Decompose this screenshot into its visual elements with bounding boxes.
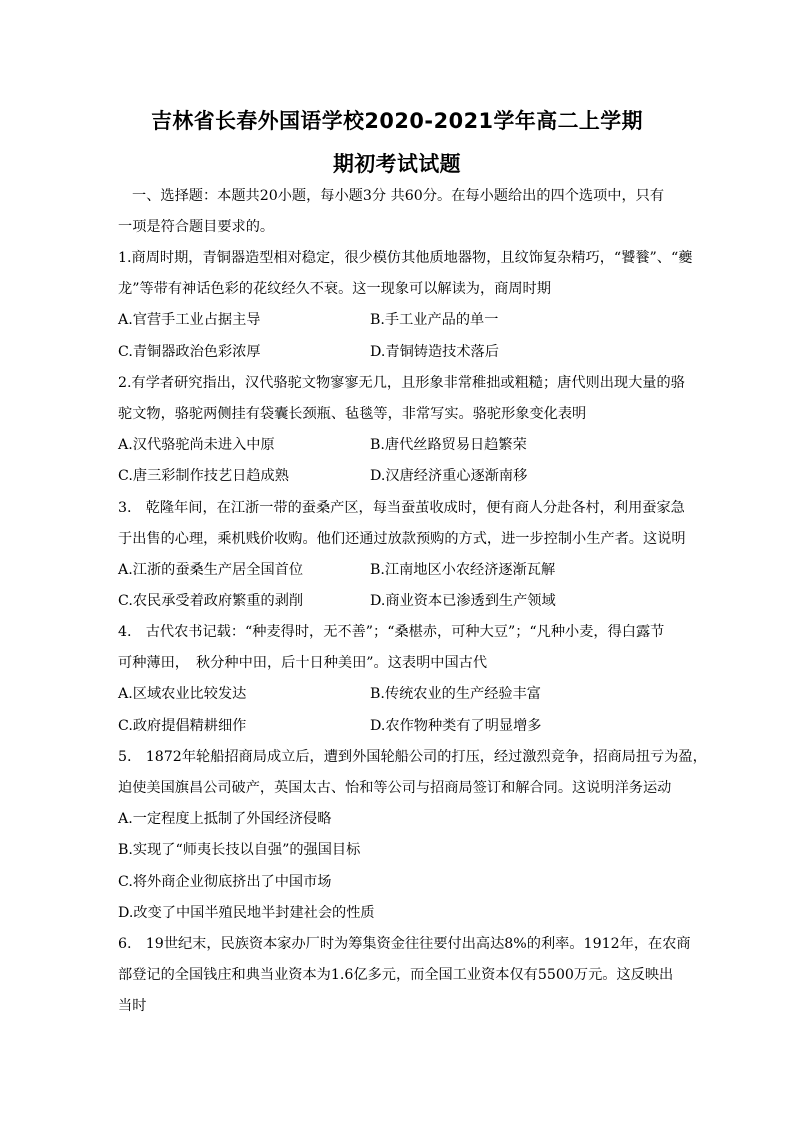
question-2-stem-line-2: 驼文物，骆驼两侧挂有袋囊长颈瓶、毡毯等，非常写实。骆驼形象变化表明 [118, 406, 587, 422]
question-6-stem-line-2: 部登记的全国钱庄和典当业资本为1.6亿多元，而全国工业资本仅有5500万元。这反映出 [118, 967, 674, 983]
question-5-stem-line-1: 5. 1872年轮船招商局成立后，遭到外国轮船公司的打压，经过激烈竞争，招商局扭亏为盈， [118, 749, 707, 765]
question-1-option-d: D.青铜铸造技术落后 [370, 344, 499, 360]
question-5-option-c: C.将外商企业彻底挤出了中国市场 [118, 874, 332, 890]
section-intro-line-2: 一项是符合题目要求的。 [118, 219, 275, 235]
question-5-option-b: B.实现了“师夷长技以自强”的强国目标 [118, 842, 361, 858]
question-2-option-b: B.唐代丝路贸易日趋繁荣 [370, 437, 527, 453]
question-3-stem-line-1: 3. 乾隆年间，在江浙一带的蚕桑产区，每当蚕茧收成时，便有商人分赴各村，利用蚕家急 [118, 500, 685, 516]
question-1-stem-line-1: 1.商周时期，青铜器造型相对稳定，很少模仿其他质地器物，且纹饰复杂精巧，“饕餮”、“夔 [118, 250, 693, 266]
question-4-option-b: B.传统农业的生产经验丰富 [370, 686, 541, 702]
question-1-option-c: C.青铜器政治色彩浓厚 [118, 344, 261, 360]
question-2-stem-line-1: 2.有学者研究指出，汉代骆驼文物寥寥无几，且形象非常稚拙或粗糙；唐代则出现大量的骆 [118, 375, 685, 391]
question-4-option-a: A.区域农业比较发达 [118, 686, 247, 702]
question-3-option-a: A.江浙的蚕桑生产居全国首位 [118, 562, 304, 578]
section-intro-line-1: 一、选择题：本题共20小题，每小题3分 共60分。在每小题给出的四个选项中，只有 [132, 188, 665, 204]
question-4-stem-line-2: 可种薄田， 秋分种中田，后十日种美田”。这表明中国古代 [118, 655, 488, 671]
question-5-option-d: D.改变了中国半殖民地半封建社会的性质 [118, 905, 375, 921]
question-4-stem-line-1: 4. 古代农书记载：“种麦得时，无不善”；“桑椹赤，可种大豆”；“凡种小麦，得白露节 [118, 624, 665, 640]
question-4-option-c: C.政府提倡精耕细作 [118, 718, 247, 734]
exam-title-line-1: 吉林省长春外国语学校2020-2021学年高二上学期 [151, 109, 643, 133]
question-1-stem-line-2: 龙”等带有神话色彩的花纹经久不衰。这一现象可以解读为，商周时期 [118, 281, 551, 297]
question-5-option-a: A.一定程度上抵制了外国经济侵略 [118, 811, 332, 827]
question-6-stem-line-3: 当时 [118, 998, 147, 1014]
question-6-stem-line-1: 6. 19世纪末，民族资本家办厂时为筹集资金往往要付出高达8%的利率。1912年，在农商 [118, 936, 691, 952]
question-5-stem-line-2: 迫使美国旗昌公司破产，英国太古、怡和等公司与招商局签订和解合同。这说明洋务运动 [118, 780, 672, 796]
question-3-option-d: D.商业资本已渗透到生产领域 [370, 593, 556, 609]
question-1-option-a: A.官营手工业占据主导 [118, 312, 261, 328]
question-2-option-d: D.汉唐经济重心逐渐南移 [370, 468, 528, 484]
question-1-option-b: B.手工业产品的单一 [370, 312, 499, 328]
question-3-option-c: C.农民承受着政府繁重的剥削 [118, 593, 304, 609]
exam-title-line-2: 期初考试试题 [332, 152, 462, 176]
question-3-stem-line-2: 于出售的心理，乘机贱价收购。他们还通过放款预购的方式，进一步控制小生产者。这说明 [118, 531, 686, 547]
question-3-option-b: B.江南地区小农经济逐渐瓦解 [370, 562, 556, 578]
question-2-option-a: A.汉代骆驼尚未进入中原 [118, 437, 275, 453]
question-4-option-d: D.农作物种类有了明显增多 [370, 718, 542, 734]
question-2-option-c: C.唐三彩制作技艺日趋成熟 [118, 468, 289, 484]
